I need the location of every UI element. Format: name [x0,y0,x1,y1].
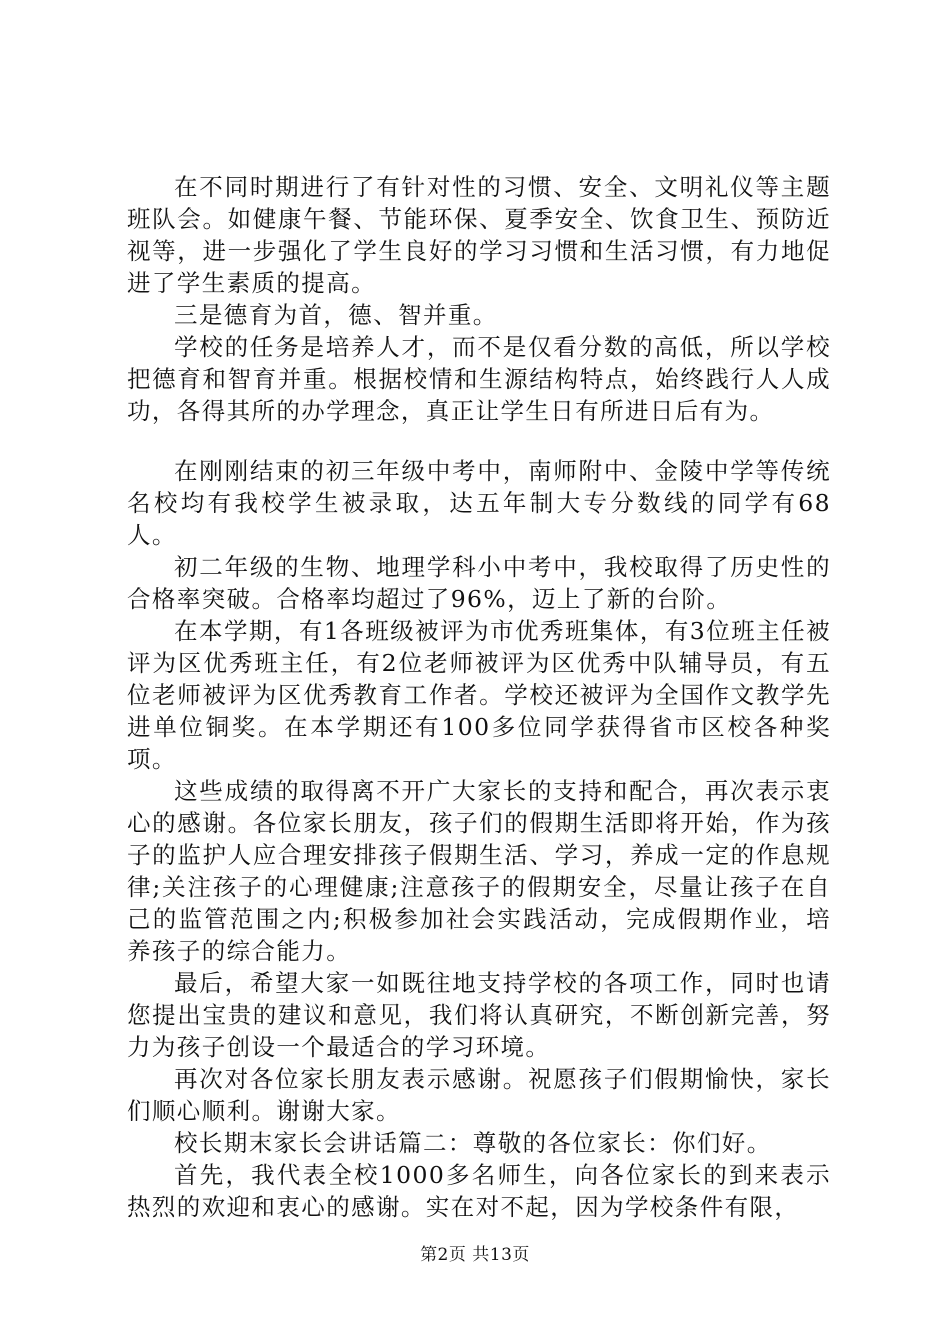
paragraph-9: 再次对各位家长朋友表示感谢。祝愿孩子们假期愉快，家长们顺心顺利。谢谢大家。 [127,1065,831,1125]
paragraph-11: 首先，我代表全校1000多名师生，向各位家长的到来表示热烈的欢迎和衷心的感谢。实在对不起，因为学校条件有限， [127,1161,831,1221]
paragraph-4: 在刚刚结束的初三年级中考中，南师附中、金陵中学等传统名校均有我校学生被录取，达五年制大专分数线的同学有68人。 [127,457,831,549]
document-body [127,171,831,1223]
paragraph-5: 初二年级的生物、地理学科小中考中，我校取得了历史性的合格率突破。合格率均超过了96%，迈上了新的台阶。 [127,553,831,613]
paragraph-7: 这些成绩的取得离不开广大家长的支持和配合，再次表示衷心的感谢。各位家长朋友，孩子们的假期生活即将开始，作为孩子的监护人应合理安排孩子假期生活、学习，养成一定的作息规律;关注孩子的心理健康;注意孩子的假期安全，尽量让孩子在自己的监管范围之内;积极参加社会实践活动，完成假期作业，培养孩子的综合能力。 [127,777,831,965]
paragraph-6: 在本学期，有1各班级被评为市优秀班集体，有3位班主任被评为区优秀班主任，有2位老师被评为区优秀中队辅导员，有五位老师被评为区优秀教育工作者。学校还被评为全国作文教学先进单位铜奖。在本学期还有100多位同学获得省市区校各种奖项。 [127,617,831,773]
paragraph-1: 在不同时期进行了有针对性的习惯、安全、文明礼仪等主题班队会。如健康午餐、节能环保、夏季安全、饮食卫生、预防近视等，进一步强化了学生良好的学习习惯和生活习惯，有力地促进了学生素质的提高。 [127,173,831,297]
paragraph-3: 学校的任务是培养人才，而不是仅看分数的高低，所以学校把德育和智育并重。根据校情和生源结构特点，始终践行人人成功，各得其所的办学理念，真正让学生日有所进日后有为。 [127,333,831,425]
page-footer: 第2页 共13页 [420,1245,530,1265]
paragraph-10: 校长期末家长会讲话篇二：尊敬的各位家长：你们好。 [174,1129,772,1157]
paragraph-8: 最后，希望大家一如既往地支持学校的各项工作，同时也请您提出宝贵的建议和意见，我们将认真研究，不断创新完善，努力为孩子创设一个最适合的学习环境。 [127,969,831,1061]
paragraph-2: 三是德育为首，德、智并重。 [174,301,498,329]
